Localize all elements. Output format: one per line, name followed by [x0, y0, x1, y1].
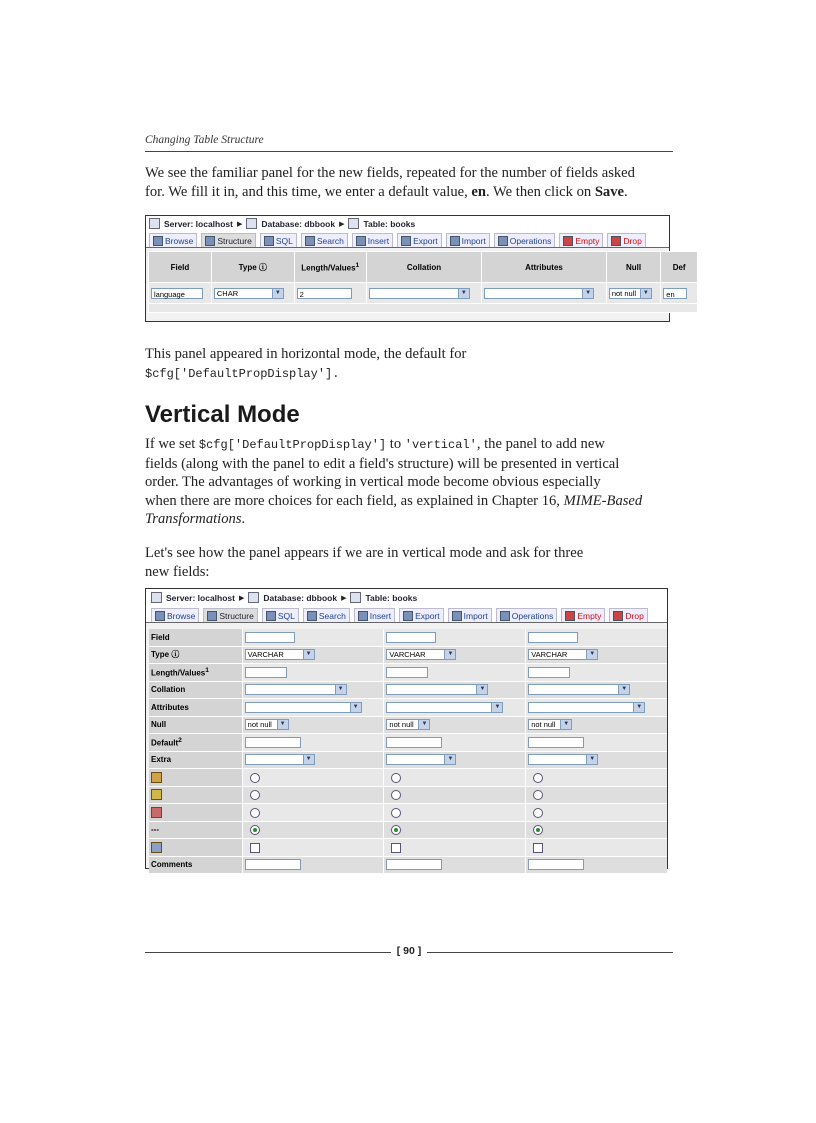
cell-type	[211, 283, 294, 304]
cell-null	[606, 283, 660, 304]
para3-l5-end: .	[241, 511, 246, 527]
null-select-value: not null	[247, 720, 272, 730]
para3-l5: Transformations	[145, 511, 242, 527]
cell	[242, 734, 384, 752]
label-fulltext	[149, 839, 242, 857]
export-icon	[403, 611, 413, 621]
tab-search[interactable]	[303, 608, 350, 622]
cell	[242, 821, 384, 839]
breadcrumb	[146, 216, 669, 231]
unique-radio[interactable]	[533, 808, 543, 818]
cell-collation	[366, 283, 481, 304]
para3-l1c: to	[386, 436, 405, 452]
cell	[526, 681, 667, 699]
default-input[interactable]	[245, 737, 301, 748]
footnote-mark: 1	[355, 261, 360, 269]
cell	[526, 629, 667, 646]
tab-import[interactable]	[446, 233, 490, 247]
tab-label: SQL	[275, 235, 293, 246]
footnote-mark: 1	[205, 666, 209, 674]
cell-field	[149, 283, 212, 304]
tab-export[interactable]	[397, 233, 442, 247]
tab-label: Insert	[369, 610, 392, 621]
field-name-input[interactable]	[245, 632, 295, 643]
cell	[526, 821, 667, 839]
header-default: Def	[661, 252, 698, 283]
label-comments: Comments	[149, 856, 242, 874]
label-type	[149, 646, 242, 664]
tab-operations[interactable]	[494, 233, 556, 247]
type-select-value: VARCHAR	[531, 650, 568, 660]
cell	[384, 769, 526, 787]
chevron-down-icon: ▼	[560, 720, 571, 729]
label-none: ---	[149, 821, 242, 839]
length-input[interactable]: 2	[297, 288, 352, 299]
label-default	[149, 734, 242, 752]
header-null: Null	[606, 252, 660, 283]
chevron-down-icon: ▼	[640, 289, 651, 298]
chevron-down-icon: ▼	[335, 685, 346, 694]
drop-icon	[613, 611, 623, 621]
attributes-select[interactable]	[528, 702, 645, 713]
tab-label: Browse	[165, 235, 194, 246]
label-index	[149, 786, 242, 804]
label-field: Field	[149, 629, 242, 646]
default-input[interactable]	[528, 737, 584, 748]
chevron-down-icon: ▼	[582, 289, 593, 298]
cell	[526, 699, 667, 717]
null-select-value: not null	[389, 720, 414, 730]
tab-search[interactable]	[301, 233, 348, 247]
unique-radio[interactable]	[250, 808, 260, 818]
cell	[384, 751, 526, 769]
null-select[interactable]	[609, 288, 652, 299]
table-header-row	[149, 252, 698, 283]
fulltext-icon	[151, 842, 162, 853]
label-length-text: Length/Values	[151, 668, 206, 678]
tab-export[interactable]	[399, 608, 444, 622]
fulltext-checkbox[interactable]	[533, 843, 543, 853]
arrow-right-icon: ▶	[236, 220, 243, 228]
row-collation	[149, 681, 667, 699]
chevron-down-icon: ▼	[303, 755, 314, 764]
tab-empty[interactable]	[559, 233, 603, 247]
collation-select[interactable]	[369, 288, 470, 299]
arrow-right-icon: ▶	[238, 594, 245, 602]
cell	[384, 629, 526, 646]
row-primary	[149, 769, 667, 787]
tab-drop[interactable]	[609, 608, 647, 622]
browse-icon	[153, 236, 163, 246]
unique-radio[interactable]	[391, 808, 401, 818]
para4-line2: new fields:	[145, 563, 210, 580]
search-icon	[307, 611, 317, 621]
comments-input[interactable]	[245, 859, 301, 870]
para3-l3: order. The advantages of working in vertical mode become obvious especially	[145, 474, 601, 490]
para1-line2c: . We then click on	[486, 183, 595, 200]
type-select-value: VARCHAR	[389, 650, 426, 660]
para1-line1: We see the familiar panel for the new fields, repeated for the number of fields asked	[145, 165, 635, 181]
row-index	[149, 786, 667, 804]
label-length	[149, 664, 242, 682]
extra-select[interactable]	[528, 754, 598, 765]
length-input[interactable]	[386, 667, 428, 678]
table-icon	[348, 218, 359, 229]
chevron-down-icon: ▼	[303, 650, 314, 659]
cell	[242, 856, 384, 874]
cell	[384, 664, 526, 682]
comments-input[interactable]	[528, 859, 584, 870]
section-heading: Vertical Mode	[145, 401, 300, 428]
table-row	[149, 283, 698, 304]
table-icon	[350, 592, 361, 603]
import-icon	[450, 236, 460, 246]
row-length	[149, 664, 667, 682]
cell	[526, 856, 667, 874]
label-unique	[149, 804, 242, 822]
collation-select[interactable]	[528, 684, 630, 695]
null-select[interactable]	[245, 719, 289, 730]
para3-l4a: when there are more choices for each field, as explained in Chapter 16,	[145, 492, 564, 509]
default-input[interactable]	[386, 737, 442, 748]
tab-label: Structure	[217, 235, 252, 246]
label-type-text: Type	[151, 650, 170, 660]
cell	[526, 751, 667, 769]
field-name-input[interactable]	[386, 632, 436, 643]
cell	[242, 804, 384, 822]
cell	[384, 681, 526, 699]
type-select[interactable]	[214, 288, 284, 299]
cell	[242, 786, 384, 804]
cell	[242, 646, 384, 664]
chevron-down-icon: ▼	[476, 685, 487, 694]
tab-label: Insert	[367, 235, 390, 246]
structure-icon	[205, 236, 215, 246]
cell	[526, 839, 667, 857]
breadcrumb-database[interactable]: Database: dbbook	[263, 592, 338, 603]
tab-label: Drop	[623, 235, 642, 246]
chevron-down-icon: ▼	[350, 703, 361, 712]
sql-icon	[266, 611, 276, 621]
row-null	[149, 716, 667, 734]
paragraph-intro	[145, 164, 673, 201]
cell	[526, 804, 667, 822]
tab-label: Empty	[575, 235, 600, 246]
fulltext-checkbox[interactable]	[250, 843, 260, 853]
none-radio[interactable]	[250, 825, 260, 835]
tab-browse[interactable]	[151, 608, 199, 622]
tab-label: SQL	[277, 610, 295, 621]
horizontal-mode-screenshot	[145, 215, 686, 322]
tab-bar	[146, 231, 669, 248]
para3-l1e: , the panel to add new	[476, 436, 605, 452]
primary-key-icon	[151, 772, 162, 783]
chevron-down-icon: ▼	[458, 289, 469, 298]
header-attributes: Attributes	[482, 252, 607, 283]
field-name-input[interactable]	[528, 632, 578, 643]
insert-icon	[356, 236, 366, 246]
attributes-select[interactable]	[386, 702, 503, 713]
length-input[interactable]	[528, 667, 570, 678]
type-select-value: CHAR	[216, 288, 239, 298]
tab-bar	[146, 606, 667, 623]
index-icon	[151, 789, 162, 800]
null-select[interactable]	[528, 719, 572, 730]
chevron-down-icon: ▼	[272, 289, 283, 298]
chevron-down-icon: ▼	[586, 755, 597, 764]
para1-save: Save	[594, 183, 624, 200]
none-radio[interactable]	[391, 825, 401, 835]
cell	[242, 716, 384, 734]
cell	[384, 856, 526, 874]
footer-rule-left	[145, 952, 391, 953]
extra-select[interactable]	[245, 754, 315, 765]
arrow-right-icon: ▶	[341, 594, 347, 602]
chevron-down-icon: ▼	[491, 703, 502, 712]
tab-structure[interactable]	[203, 608, 258, 622]
field-name-input[interactable]: language	[151, 288, 203, 299]
running-head: Changing Table Structure	[145, 134, 264, 146]
cell	[384, 786, 526, 804]
paragraph-three-fields	[145, 544, 673, 581]
tab-label: Import	[461, 235, 486, 246]
cell	[384, 699, 526, 717]
cell	[242, 681, 384, 699]
export-icon	[401, 236, 411, 246]
cell	[242, 699, 384, 717]
para1-line2a: for. We fill it in, and this time, we enter a default value,	[145, 183, 472, 200]
row-comments	[149, 856, 667, 874]
cell	[242, 629, 384, 646]
cell-length	[294, 283, 366, 304]
row-unique	[149, 804, 667, 822]
help-icon[interactable]: ⓘ	[171, 650, 180, 660]
length-input[interactable]	[245, 667, 287, 678]
page-number: [ 90 ]	[396, 945, 422, 957]
vertical-mode-screenshot	[145, 588, 668, 869]
operations-icon	[500, 611, 510, 621]
primary-radio[interactable]	[250, 773, 260, 783]
cell	[526, 646, 667, 664]
type-select[interactable]	[528, 649, 598, 660]
none-radio[interactable]	[533, 825, 543, 835]
breadcrumb-database[interactable]: Database: dbbook	[261, 218, 336, 229]
row-fulltext	[149, 839, 667, 857]
chevron-down-icon: ▼	[444, 650, 455, 659]
header-collation: Collation	[366, 252, 481, 283]
attributes-select[interactable]	[245, 702, 362, 713]
type-select[interactable]	[245, 649, 315, 660]
tab-browse[interactable]	[149, 233, 197, 247]
cell	[526, 786, 667, 804]
label-primary	[149, 769, 242, 787]
header-rule	[145, 151, 673, 152]
index-radio[interactable]	[250, 790, 260, 800]
tab-drop[interactable]	[607, 233, 645, 247]
breadcrumb-server[interactable]: Server: localhost	[164, 218, 233, 229]
cell	[526, 734, 667, 752]
breadcrumb-server[interactable]: Server: localhost	[166, 592, 235, 603]
footer-cell	[149, 304, 698, 313]
header-type-label: Type	[238, 262, 257, 272]
tab-label: Operations	[511, 610, 554, 621]
browse-icon	[155, 611, 165, 621]
collation-select[interactable]	[386, 684, 488, 695]
breadcrumb-table[interactable]: Table: books	[365, 592, 418, 603]
tab-label: Search	[318, 610, 346, 621]
primary-radio[interactable]	[391, 773, 401, 783]
null-select-value: not null	[531, 720, 556, 730]
operations-icon	[498, 236, 508, 246]
para3-l1a: If we set	[145, 436, 199, 452]
cell	[384, 716, 526, 734]
chevron-down-icon: ▼	[277, 720, 288, 729]
type-select-value: VARCHAR	[247, 650, 284, 660]
fields-table-vertical	[149, 629, 667, 874]
label-attributes: Attributes	[149, 699, 242, 717]
structure-icon	[207, 611, 217, 621]
header-field: Field	[149, 252, 212, 283]
tab-import[interactable]	[448, 608, 492, 622]
label-default-text: Default	[151, 738, 179, 748]
null-select-value: not null	[611, 288, 636, 298]
database-icon	[248, 592, 259, 603]
cell	[242, 751, 384, 769]
para2-code: $cfg['DefaultPropDisplay'].	[145, 366, 340, 381]
database-icon	[246, 218, 257, 229]
cell	[384, 646, 526, 664]
row-default	[149, 734, 667, 752]
cell	[242, 769, 384, 787]
primary-radio[interactable]	[533, 773, 543, 783]
table-footer-row	[149, 304, 698, 313]
para4-line1: Let's see how the panel appears if we are in vertical mode and ask for three	[145, 545, 584, 561]
chevron-down-icon: ▼	[618, 685, 629, 694]
breadcrumb	[146, 589, 667, 606]
null-select[interactable]	[386, 719, 430, 730]
row-type	[149, 646, 667, 664]
para1-en: en	[471, 183, 487, 200]
cell	[526, 664, 667, 682]
help-icon[interactable]: ⓘ	[258, 262, 267, 272]
para3-code2: 'vertical'	[404, 438, 477, 452]
paragraph-horizontal-note	[145, 345, 673, 383]
chevron-down-icon: ▼	[586, 650, 597, 659]
empty-icon	[563, 236, 573, 246]
tab-label: Operations	[509, 235, 552, 246]
server-icon	[149, 218, 160, 229]
server-icon	[151, 592, 162, 603]
empty-icon	[565, 611, 575, 621]
para3-l2: fields (along with the panel to edit a field's structure) will be presented in vertical	[145, 455, 620, 472]
tab-label: Drop	[625, 610, 644, 621]
chevron-down-icon: ▼	[633, 703, 644, 712]
tab-structure[interactable]	[201, 233, 256, 247]
label-collation: Collation	[149, 681, 242, 699]
tab-operations[interactable]	[496, 608, 558, 622]
tab-sql[interactable]	[262, 608, 299, 622]
tab-insert[interactable]	[354, 608, 395, 622]
search-icon	[305, 236, 315, 246]
collation-select[interactable]	[245, 684, 347, 695]
cell	[384, 839, 526, 857]
header-length	[294, 252, 366, 283]
cell	[526, 716, 667, 734]
type-select[interactable]	[386, 649, 456, 660]
tab-empty[interactable]	[561, 608, 605, 622]
footnote-mark: 2	[178, 736, 182, 744]
row-none	[149, 821, 667, 839]
index-radio[interactable]	[533, 790, 543, 800]
cell	[384, 821, 526, 839]
tab-label: Empty	[577, 610, 602, 621]
tab-label: Export	[413, 235, 438, 246]
chevron-down-icon: ▼	[444, 755, 455, 764]
import-icon	[452, 611, 462, 621]
header-length-label: Length/Values	[301, 263, 356, 273]
row-attributes	[149, 699, 667, 717]
row-extra	[149, 751, 667, 769]
paragraph-vertical-mode	[145, 435, 673, 529]
comments-input[interactable]	[386, 859, 442, 870]
index-radio[interactable]	[391, 790, 401, 800]
cell	[384, 734, 526, 752]
cell	[242, 839, 384, 857]
cell	[384, 804, 526, 822]
cell	[242, 664, 384, 682]
cell-attributes	[482, 283, 607, 304]
extra-select[interactable]	[386, 754, 456, 765]
tab-label: Import	[463, 610, 488, 621]
row-field	[149, 629, 667, 646]
fulltext-checkbox[interactable]	[391, 843, 401, 853]
unique-icon	[151, 807, 162, 818]
para2-line1: This panel appeared in horizontal mode, the default for	[145, 346, 467, 362]
footer-rule-right	[427, 952, 673, 953]
para1-line2e: .	[624, 183, 628, 200]
label-extra: Extra	[149, 751, 242, 769]
cell-default	[661, 283, 698, 304]
attributes-select[interactable]	[484, 288, 594, 299]
tab-insert[interactable]	[352, 233, 393, 247]
insert-icon	[358, 611, 368, 621]
tab-label: Export	[415, 610, 440, 621]
breadcrumb-table[interactable]: Table: books	[363, 218, 416, 229]
para3-code1: $cfg['DefaultPropDisplay']	[198, 438, 387, 452]
tab-label: Search	[316, 235, 344, 246]
arrow-right-icon: ▶	[339, 220, 345, 228]
chevron-down-icon: ▼	[418, 720, 429, 729]
drop-icon	[611, 236, 621, 246]
header-type	[211, 252, 294, 283]
cell	[526, 769, 667, 787]
label-null: Null	[149, 716, 242, 734]
para3-l4b: MIME-Based	[563, 492, 643, 509]
tab-sql[interactable]	[260, 233, 297, 247]
tab-label: Browse	[167, 610, 196, 621]
tab-label: Structure	[219, 610, 254, 621]
fields-table-horizontal	[148, 251, 698, 313]
sql-icon	[264, 236, 274, 246]
default-input[interactable]: en	[663, 288, 687, 299]
